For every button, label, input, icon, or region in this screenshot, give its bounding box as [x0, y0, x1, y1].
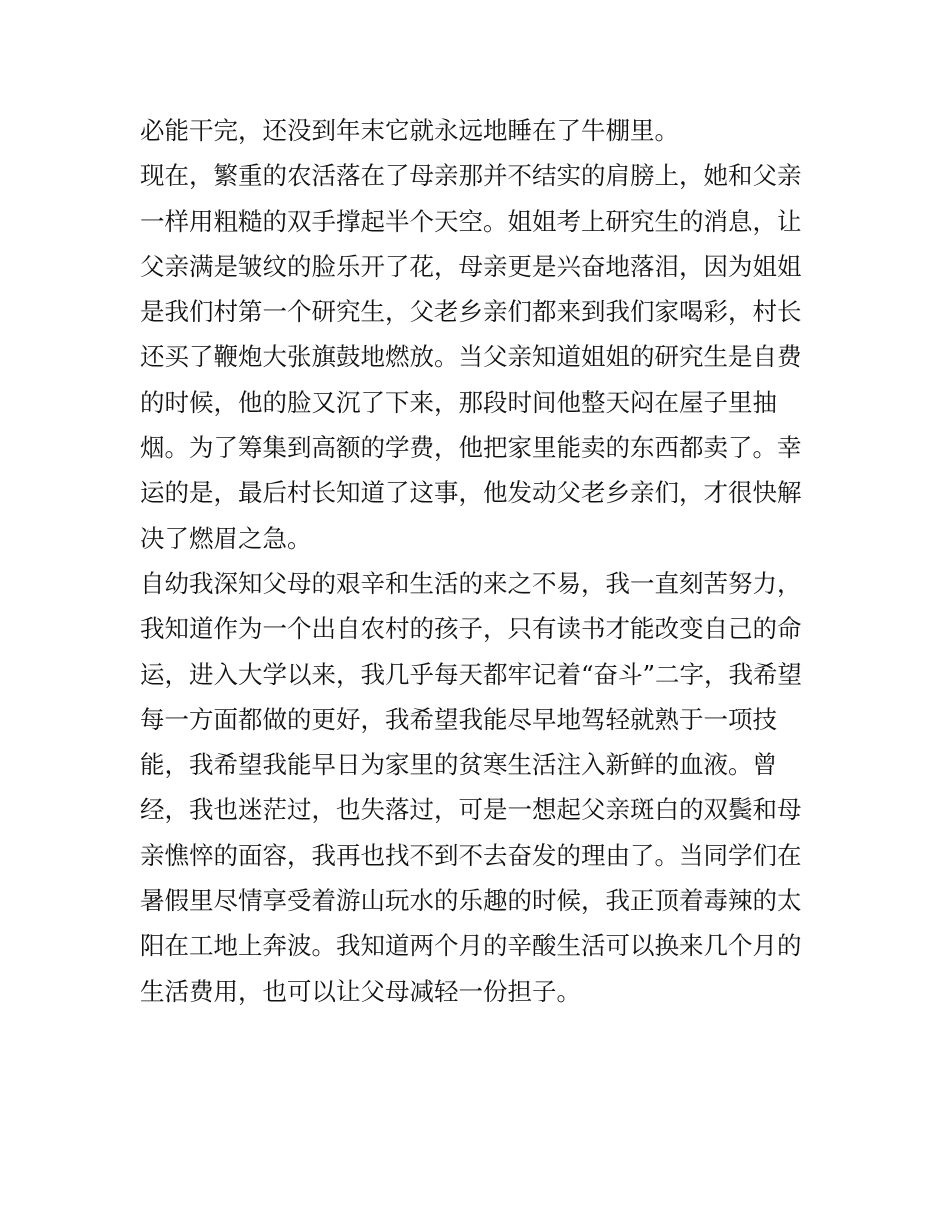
text-line: 生活费用，也可以让父母减轻一份担子。 [140, 976, 581, 1006]
text-line: 烟。为了筹集到高额的学费，他把家里能卖的东西都卖了。幸 [140, 433, 802, 463]
text-line: 决了燃眉之急。 [140, 523, 312, 553]
text-line: 每一方面都做的更好，我希望我能尽早地驾轻就熟于一项技 [140, 704, 777, 734]
text-line: 运的是，最后村长知道了这事，他发动父老乡亲们，才很快解 [140, 478, 802, 508]
text-line: 阳在工地上奔波。我知道两个月的辛酸生活可以换来几个月的 [140, 931, 802, 961]
text-line: 还买了鞭炮大张旗鼓地燃放。当父亲知道姐姐的研究生是自费 [140, 342, 802, 372]
paragraph-1 [140, 108, 820, 153]
text-line: 亲憔悴的面容，我再也找不到不去奋发的理由了。当同学们在 [140, 840, 802, 870]
text-line: 暑假里尽情享受着游山玩水的乐趣的时候，我正顶着毒辣的太 [140, 886, 802, 916]
text-line: 是我们村第一个研究生，父老乡亲们都来到我们家喝彩，村长 [140, 297, 802, 327]
text-line: 自幼我深知父母的艰辛和生活的来之不易，我一直刻苦努力， [140, 568, 802, 598]
text-line: 运，进入大学以来，我几乎每天都牢记着“奋斗”二字，我希望 [140, 659, 803, 689]
text-line: 能，我希望我能早日为家里的贫寒生活注入新鲜的血液。曾 [140, 750, 777, 780]
text-line: 我知道作为一个出自农村的孩子，只有读书才能改变自己的命 [140, 614, 802, 644]
body-text [140, 108, 820, 1014]
text-line: 一样用粗糙的双手撑起半个天空。姐姐考上研究生的消息，让 [140, 206, 802, 236]
text-line: 经，我也迷茫过，也失落过，可是一想起父亲斑白的双鬓和母 [140, 795, 802, 825]
paragraph-2 [140, 153, 820, 561]
text-line: 的时候，他的脸又沉了下来，那段时间他整天闷在屋子里抽 [140, 387, 777, 417]
paragraph-3 [140, 561, 820, 1014]
text-line: 现在，繁重的农活落在了母亲那并不结实的肩膀上，她和父亲 [140, 161, 802, 191]
text-line: 父亲满是皱纹的脸乐开了花，母亲更是兴奋地落泪，因为姐姐 [140, 251, 802, 281]
text-line: 必能干完，还没到年末它就永远地睡在了牛棚里。 [140, 116, 679, 145]
